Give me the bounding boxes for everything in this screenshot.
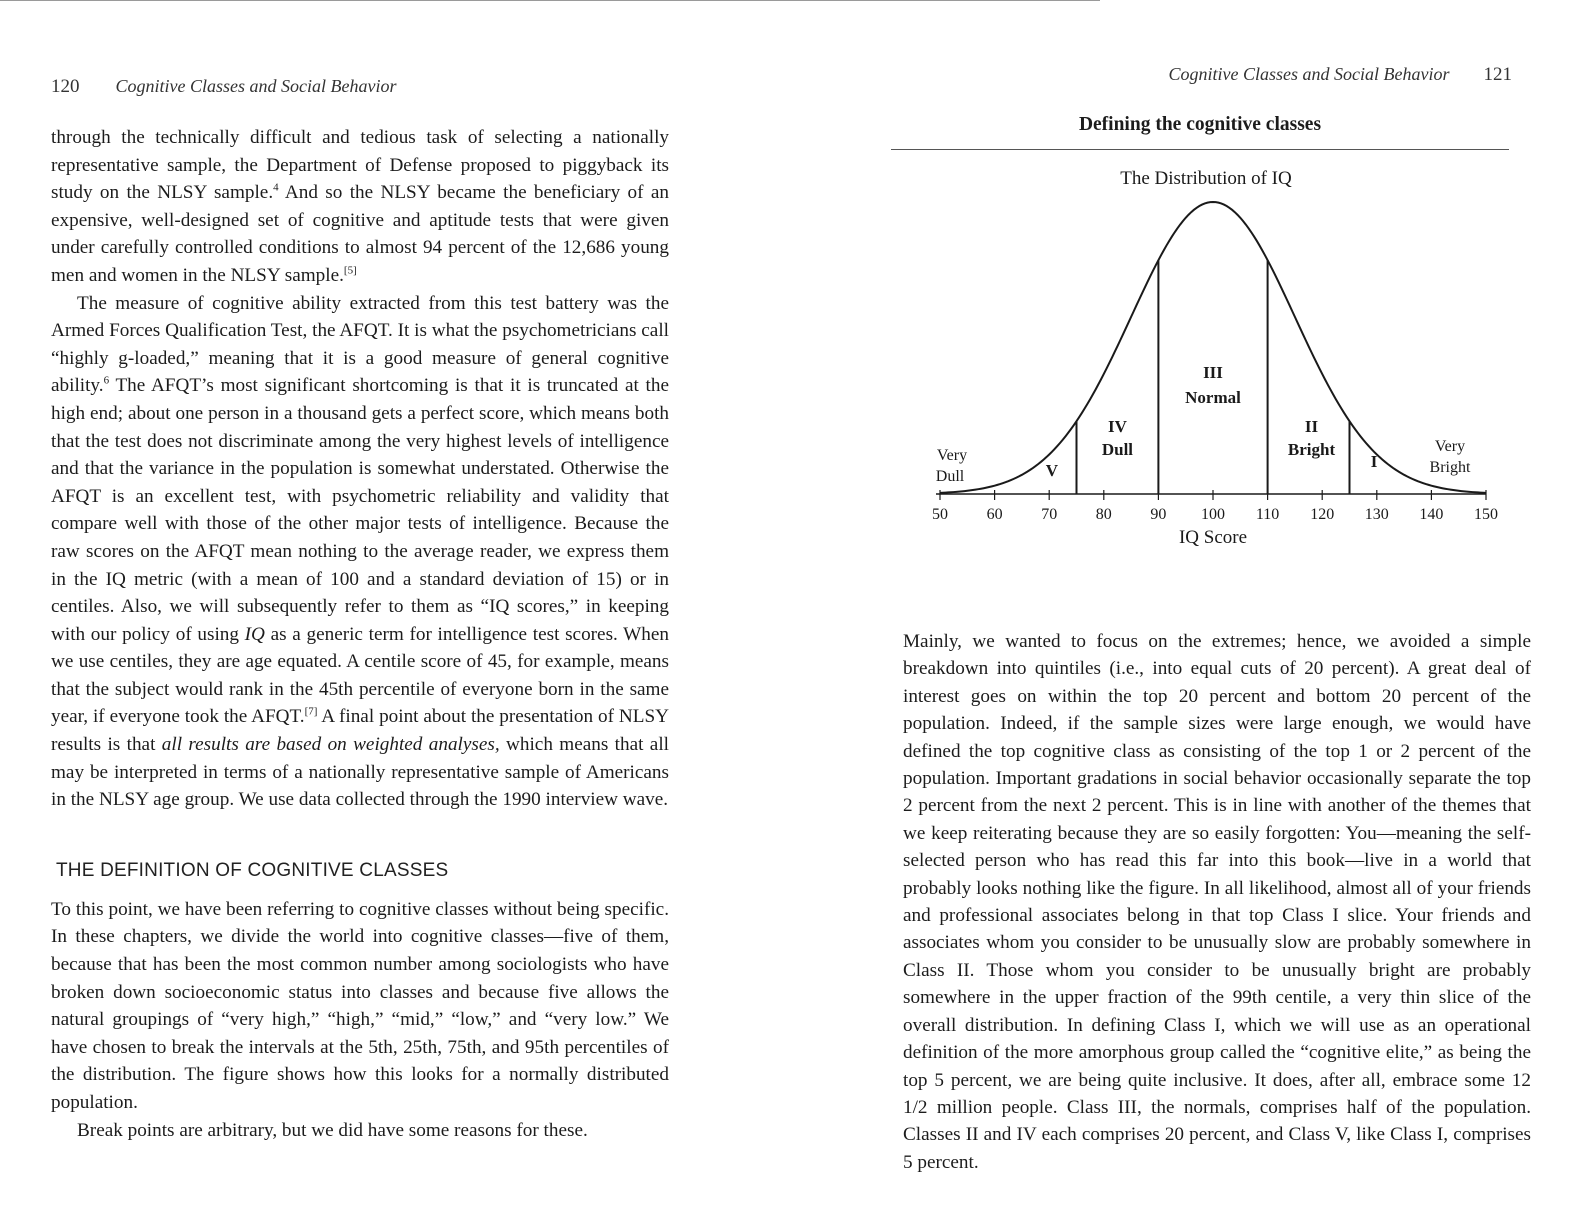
x-tick-label: 120 [1310,506,1335,523]
left-page [51,76,669,1144]
x-tick-label: 60 [986,506,1003,523]
x-tick-label: 100 [1201,506,1225,523]
left-page-body-2 [51,896,669,1144]
iq-distribution-chart [900,158,1500,558]
distribution-curve [940,202,1486,493]
right-page-header [1100,64,1512,86]
left-page-number: 120 [51,76,80,97]
chart-title: The Distribution of IQ [1120,168,1292,189]
class-name-normal: Normal [1185,388,1241,407]
left-p2-text-c: as a generic term for intelligence test scores. When we use centiles, they are age equated. A centile score of 45, for example, means that the subject would rank in the 45th percentile of everyone born in the same year, if everyone took the AFQT. [51,623,669,728]
figure-rule [891,149,1509,150]
left-p2-text-b: The AFQT’s most significant shortcoming is that it is truncated at the high end; about one person in a thousand gets a perfect score, which means both that the test does not discriminate among the very highest levels of intelligence and that the variance in the population is somewhat understated. Otherwise the AFQT is an excellent test, with psychometric reliability and validity that compare well with those of the other major tests of intelligence. Because the raw scores on the AFQT mean nothing to the average reader, we express them in the IQ metric (with a mean of 100 and a standard deviation of 15) or in centiles. Also, we will subsequently refer to them as “IQ scores,” in keeping with our policy of using [51,375,669,645]
side-label-very-dull: Very [936,447,968,464]
class-label-iii: III [1203,363,1223,382]
right-page-body [903,628,1531,1176]
x-tick-label: 50 [932,506,948,523]
left-paragraph-2 [51,290,669,814]
figure-title: Defining the cognitive classes [1078,114,1322,135]
right-running-head: Cognitive Classes and Social Behavior [1168,64,1450,84]
left-p2-text-d: A final point about the presentation of NLSY results is that [51,706,669,756]
class-label-ii: II [1304,417,1319,436]
x-tick-label: 130 [1364,506,1389,523]
left-p2-emphasis-iq: IQ [244,623,265,645]
left-paragraph-3: To this point, we have been referring to cognitive classes without being specific. In these chapters, we divide the world into cognitive classes—five of them, because that has been the most common number among sociologists who have broken down socioeconomic status into classes and because five allows the natural groupings of “very high,” “high,” “mid,” “low,” and “very low.” We have chosen to break the intervals at the 5th, 25th, 75th, and 95th percentiles of the distribution. The figure shows how this looks for a normally distributed population. [51,898,669,1113]
left-p1-text-a: through the technically difficult and tedious task of selecting a nationally representative sample, the Department of Defense proposed to piggyback its study on the NLSY sample. [51,127,669,204]
left-paragraph-4: Break points are arbitrary, but we did have some reasons for these. [77,1119,588,1141]
x-axis-label: IQ Score [1178,527,1248,548]
right-paragraph: Mainly, we wanted to focus on the extremes; hence, we avoided a simple breakdown into quintiles (i.e., into equal cuts of 20 percent). A great deal of interest goes on within the top 20 percent and bottom 20 percent of the population. Indeed, if the sample sizes were large enough, we would have defined the top cognitive class as consisting of the top 1 or 2 percent of the population. Important gradations in social behavior occasionally separate the top 2 percent from the next 2 percent. This is in line with another of the themes that we keep reiterating because they are so easily forgotten: You—meaning the self-selected person who has read this far into this book—live in a world that probably looks nothing like the figure. In all likelihood, almost all of your friends and professional associates belong in that top Class I slice. Your friends and associates whom you consider to be unusually slow are probably somewhere in Class II. Those whom you consider to be unusually bright are probably somewhere in the upper fraction of the 99th centile, a very thin slice of the overall distribution. In defining Class I, which we will use as an operational definition of the more amorphous group called the “cognitive elite,” as being the top 5 percent, we are being quite inclusive. It does, after all, embrace some 12 1/2 million people. Class III, the normals, comprises half of the population. Classes II and IV each comprises 20 percent, and Class V, like Class I, comprises 5 percent. [903,631,1531,1173]
side-label-very-bright: Very [1434,438,1466,455]
x-tick-label: 70 [1041,506,1058,523]
left-p1-text-b: And so the NLSY became the beneficiary of an expensive, well-designed set of cognitive and aptitude tests that were given under carefully controlled conditions to almost 94 percent of the 12,686 young men and women in the NLSY sample. [51,182,669,286]
footnote-ref[interactable]: [5] [343,264,357,277]
class-name-dull: Dull [1101,440,1134,459]
x-tick-label: 90 [1150,506,1167,523]
left-page-body [51,124,669,814]
left-p2-text-a: The measure of cognitive ability extracted from this test battery was the Armed Forces Qualification Test, the AFQT. It is what the psychometricians call “highly g-loaded,” meaning that it is a good measure of general cognitive ability. [51,292,669,397]
left-p2-emphasis-weighted: all results are based on weighted analyses, [161,734,500,756]
class-label-v: V [1045,461,1059,480]
class-name-bright: Bright [1287,440,1336,459]
left-p2-text-e: which means that all may be interpreted in terms of a nationally representative sample of Americans in the NLSY age group. We use data collected through the 1990 interview wave. [51,734,669,811]
class-label-iv: IV [1107,417,1127,436]
footnote-ref[interactable]: [7] [304,706,318,719]
left-running-head: Cognitive Classes and Social Behavior [115,76,397,96]
top-rule [0,0,1100,1]
footnote-ref[interactable]: 6 [103,374,110,387]
left-page-header [51,76,669,98]
right-page-number: 121 [1483,64,1512,85]
x-tick-label: 150 [1474,506,1498,523]
left-paragraph-1 [51,124,669,290]
x-tick-label: 80 [1095,506,1112,523]
section-heading: THE DEFINITION OF COGNITIVE CLASSES [56,859,449,881]
x-tick-label: 140 [1419,506,1444,523]
class-label-i: I [1370,452,1378,471]
x-tick-label: 110 [1255,506,1280,523]
side-label-very-dull: Dull [935,468,965,485]
side-label-very-bright: Bright [1429,459,1471,476]
footnote-ref[interactable]: 4 [273,181,279,194]
